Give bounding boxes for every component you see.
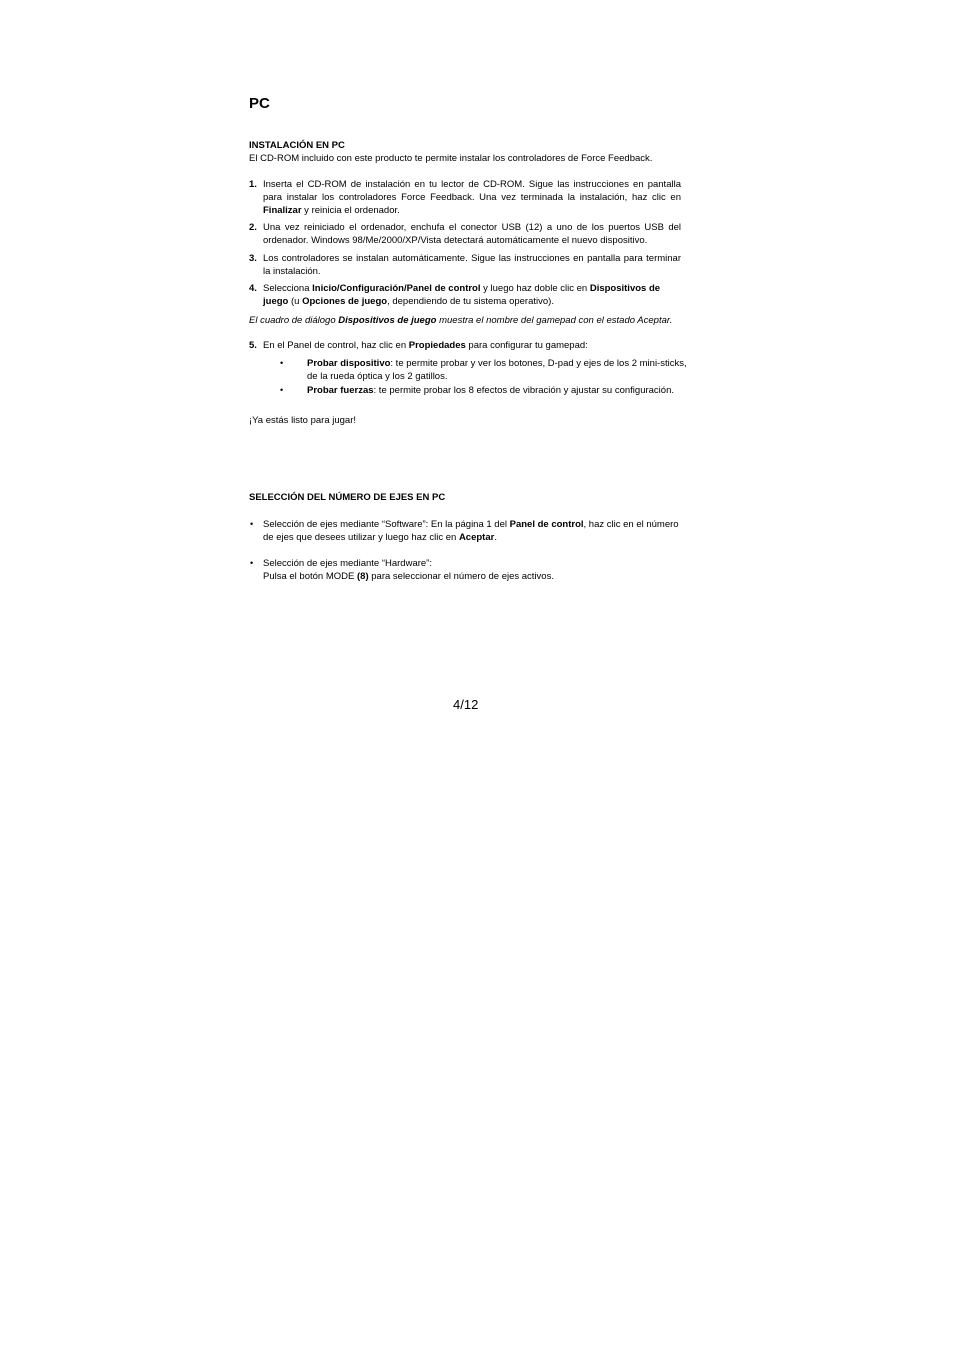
ready-text: ¡Ya estás listo para jugar!	[249, 415, 357, 426]
step-number: 3.	[249, 253, 257, 264]
step-5-part-c: para configurar tu gamepad:	[465, 340, 588, 351]
dialog-note	[249, 314, 672, 327]
step-number: 2.	[249, 222, 257, 233]
hardware-line-1: Selección de ejes mediante “Hardware”:	[263, 558, 432, 569]
software-part-d: .	[494, 532, 497, 543]
step-4-part-a: Selecciona	[263, 283, 313, 294]
control-panel-path: Inicio/Configuración/Panel de control	[312, 283, 481, 294]
properties-label: Propiedades	[408, 340, 466, 351]
step-4-part-d: (u	[288, 296, 303, 307]
install-intro: El CD-ROM incluido con este producto te permite instalar los controladores de Force Feedback.	[249, 153, 653, 164]
step-1-part-a: Inserta el CD-ROM de instalación en tu lector de CD-ROM. Sigue las instrucciones en pantalla para instalar los controladores Force Feedback. Una vez terminada la instalación, haz clic en	[263, 179, 681, 203]
bullet-icon: •	[280, 358, 284, 368]
step-2-text: Una vez reiniciado el ordenador, enchufa el conector USB (12) a uno de los puertos USB del ordenador. Windows 98/Me/2000/XP/Vista detectará automáticamente el nuevo dispositivo.	[263, 222, 681, 246]
step-number: 4.	[249, 283, 257, 294]
bullet-icon: •	[250, 519, 254, 529]
page-title: PC	[249, 95, 270, 112]
page-number: 4/12	[453, 697, 479, 712]
hardware-axes-text	[263, 557, 681, 583]
game-options-label: Opciones de juego	[302, 296, 388, 307]
step-5-text	[263, 339, 681, 352]
bullet-icon: •	[250, 558, 254, 568]
aceptar-label: Aceptar	[458, 532, 495, 543]
note-part-a: El cuadro de diálogo	[249, 315, 339, 326]
game-devices-label: Dispositivos de juego	[263, 283, 661, 307]
step-4-part-c: y luego haz doble clic en	[480, 283, 590, 294]
finalizar-label: Finalizar	[263, 205, 302, 216]
note-part-c: muestra el nombre del gamepad con el estado Aceptar.	[436, 315, 673, 326]
hardware-part-a: Pulsa el botón MODE	[263, 571, 357, 582]
step-number: 1.	[249, 179, 257, 190]
test-forces-text: : te permite probar los 8 efectos de vibración y ajustar su configuración.	[373, 385, 674, 396]
hardware-part-c: para seleccionar el número de ejes activos.	[368, 571, 554, 582]
step-3-text: Los controladores se instalan automáticamente. Sigue las instrucciones en pantalla para terminar la instalación.	[263, 253, 681, 277]
bullet-icon: •	[280, 385, 284, 395]
step-4-text	[263, 282, 681, 308]
sub-bullet-test-forces	[307, 384, 699, 397]
step-4-part-e: , dependiendo de tu sistema operativo).	[387, 296, 554, 307]
step-number: 5.	[249, 340, 257, 351]
step-1-text	[263, 178, 681, 217]
step-1-part-c: y reinicia el ordenador.	[301, 205, 400, 216]
test-device-text: : te permite probar y ver los botones, D-pad y ejes de los 2 mini-sticks, de la rueda óptica y los 2 gatillos.	[307, 358, 687, 382]
software-part-c: , haz clic en el número de ejes que desees utilizar y luego haz clic en	[263, 519, 679, 543]
software-axes-text	[263, 518, 681, 544]
axes-heading: SELECCIÓN DEL NÚMERO DE EJES EN PC	[249, 492, 446, 503]
panel-de-control-label: Panel de control	[509, 519, 584, 530]
step-5-part-a: En el Panel de control, haz clic en	[263, 340, 409, 351]
mode-button-number: (8)	[357, 571, 369, 582]
test-forces-label: Probar fuerzas	[307, 385, 374, 396]
test-device-label: Probar dispositivo	[307, 358, 391, 369]
hardware-line-2	[263, 570, 681, 583]
note-bold: Dispositivos de juego	[338, 315, 437, 326]
sub-bullet-test-device	[307, 357, 699, 383]
install-heading: INSTALACIÓN EN PC	[249, 140, 345, 151]
software-part-a: Selección de ejes mediante “Software”: En la página 1 del	[263, 519, 510, 530]
